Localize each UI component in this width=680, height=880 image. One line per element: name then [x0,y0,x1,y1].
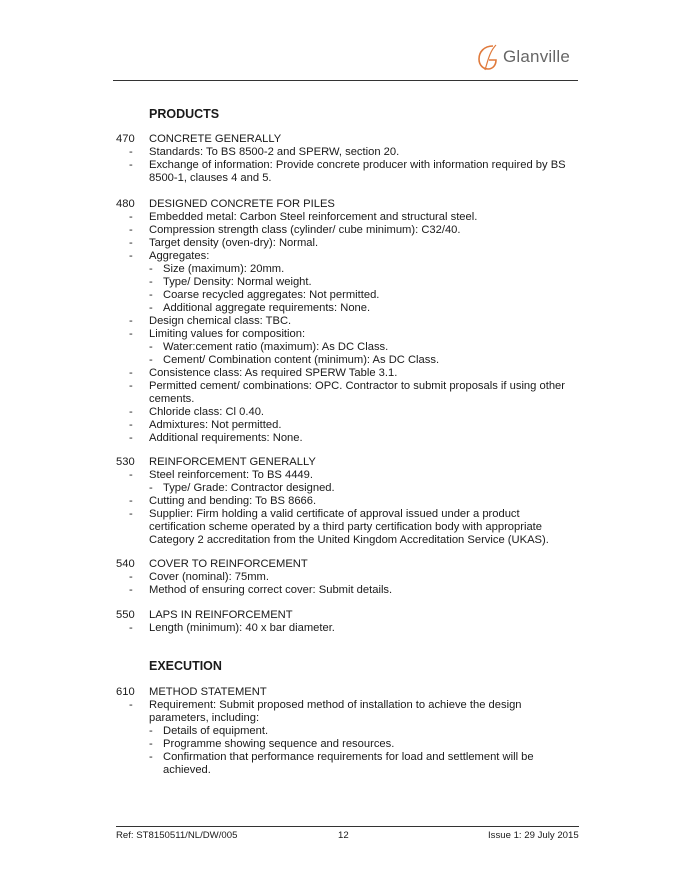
clause-number: 480 [116,198,135,210]
clause-number: 550 [116,609,135,621]
document-reference: Ref: ST8150511/NL/DW/005 [116,830,238,841]
clause-number: 530 [116,456,135,468]
page-number: 12 [338,830,349,841]
clause-title: CONCRETE GENERALLY [149,133,282,145]
clause-title: METHOD STATEMENT [149,686,267,698]
section-heading-products: PRODUCTS [149,107,220,121]
company-logo [476,40,570,74]
clause-number: 470 [116,133,135,145]
clause-title: REINFORCEMENT GENERALLY [149,456,316,468]
header-divider [113,80,578,81]
clause-number: 540 [116,558,135,570]
clause-title: DESIGNED CONCRETE FOR PILES [149,198,335,210]
footer-divider [116,826,579,827]
section-heading-execution: EXECUTION [149,659,222,673]
clause-title: COVER TO REINFORCEMENT [149,558,308,570]
issue-date: Issue 1: 29 July 2015 [488,830,579,841]
brand-name: Glanville [503,47,570,66]
glanville-g-icon [476,42,500,72]
clause-title: LAPS IN REINFORCEMENT [149,609,293,621]
clause-number: 610 [116,686,135,698]
